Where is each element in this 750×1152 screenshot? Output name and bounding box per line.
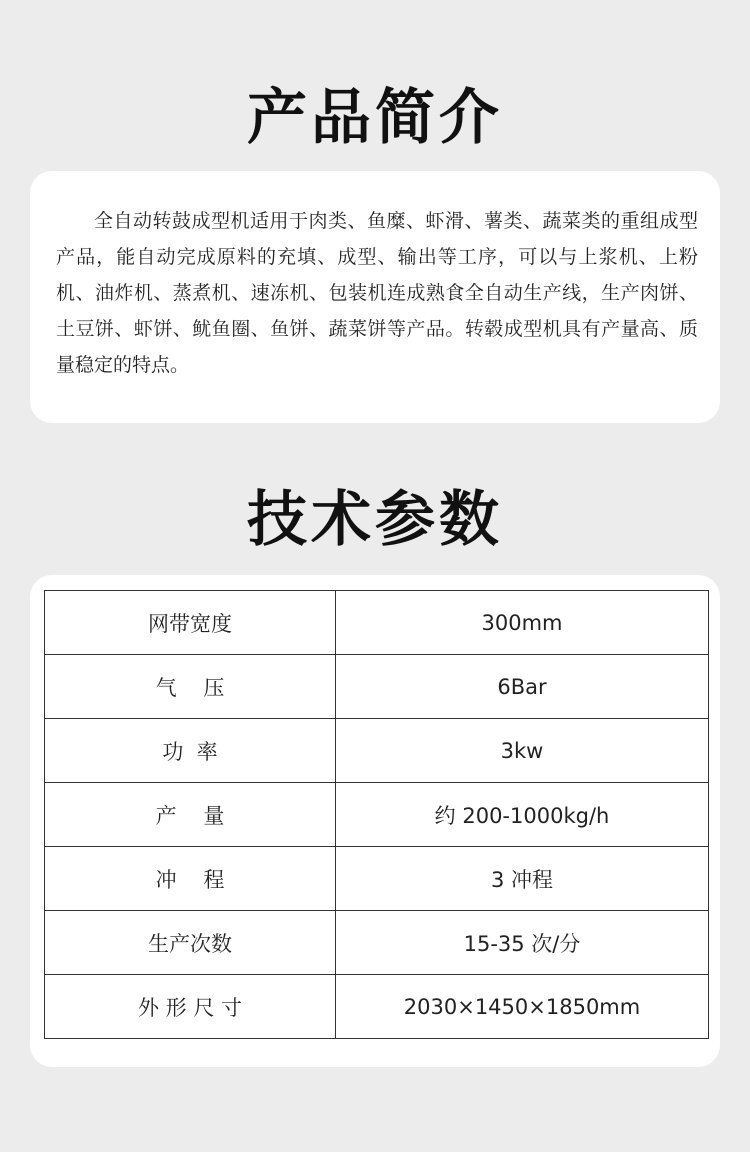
param-value: 300mm [336, 591, 709, 655]
table-row [45, 847, 709, 911]
tech-params-title: 技术参数 [247, 485, 503, 555]
tech-params-table [44, 590, 709, 1039]
product-intro-card [30, 171, 720, 423]
param-label: 冲 程 [45, 847, 336, 911]
param-value: 3kw [336, 719, 709, 783]
param-value: 约 200-1000kg/h [336, 783, 709, 847]
product-intro-text: 全自动转鼓成型机适用于肉类、鱼糜、虾滑、薯类、蔬菜类的重组成型产品，能自动完成原料的充填、成型、输出等工序，可以与上浆机、上粉机、油炸机、蒸煮机、速冻机、包装机连成熟食全自动生产线，生产肉饼、土豆饼、虾饼、鱿鱼圈、鱼饼、蔬菜饼等产品。转毂成型机具有产量高、质量稳定的特点。 [56, 210, 698, 376]
param-label: 生产次数 [45, 911, 336, 975]
param-label: 功 率 [45, 719, 336, 783]
param-label: 网带宽度 [45, 591, 336, 655]
table-row [45, 783, 709, 847]
table-row [45, 719, 709, 783]
table-row [45, 911, 709, 975]
table-row [45, 975, 709, 1039]
param-label: 外 形 尺 寸 [45, 975, 336, 1039]
param-value: 3 冲程 [336, 847, 709, 911]
param-label: 气 压 [45, 655, 336, 719]
table-row [45, 655, 709, 719]
param-value: 15-35 次/分 [336, 911, 709, 975]
param-value: 6Bar [336, 655, 709, 719]
table-row [45, 591, 709, 655]
param-label: 产 量 [45, 783, 336, 847]
product-intro-title: 产品简介 [247, 83, 503, 153]
param-value: 2030×1450×1850mm [336, 975, 709, 1039]
tech-params-card [30, 575, 720, 1067]
